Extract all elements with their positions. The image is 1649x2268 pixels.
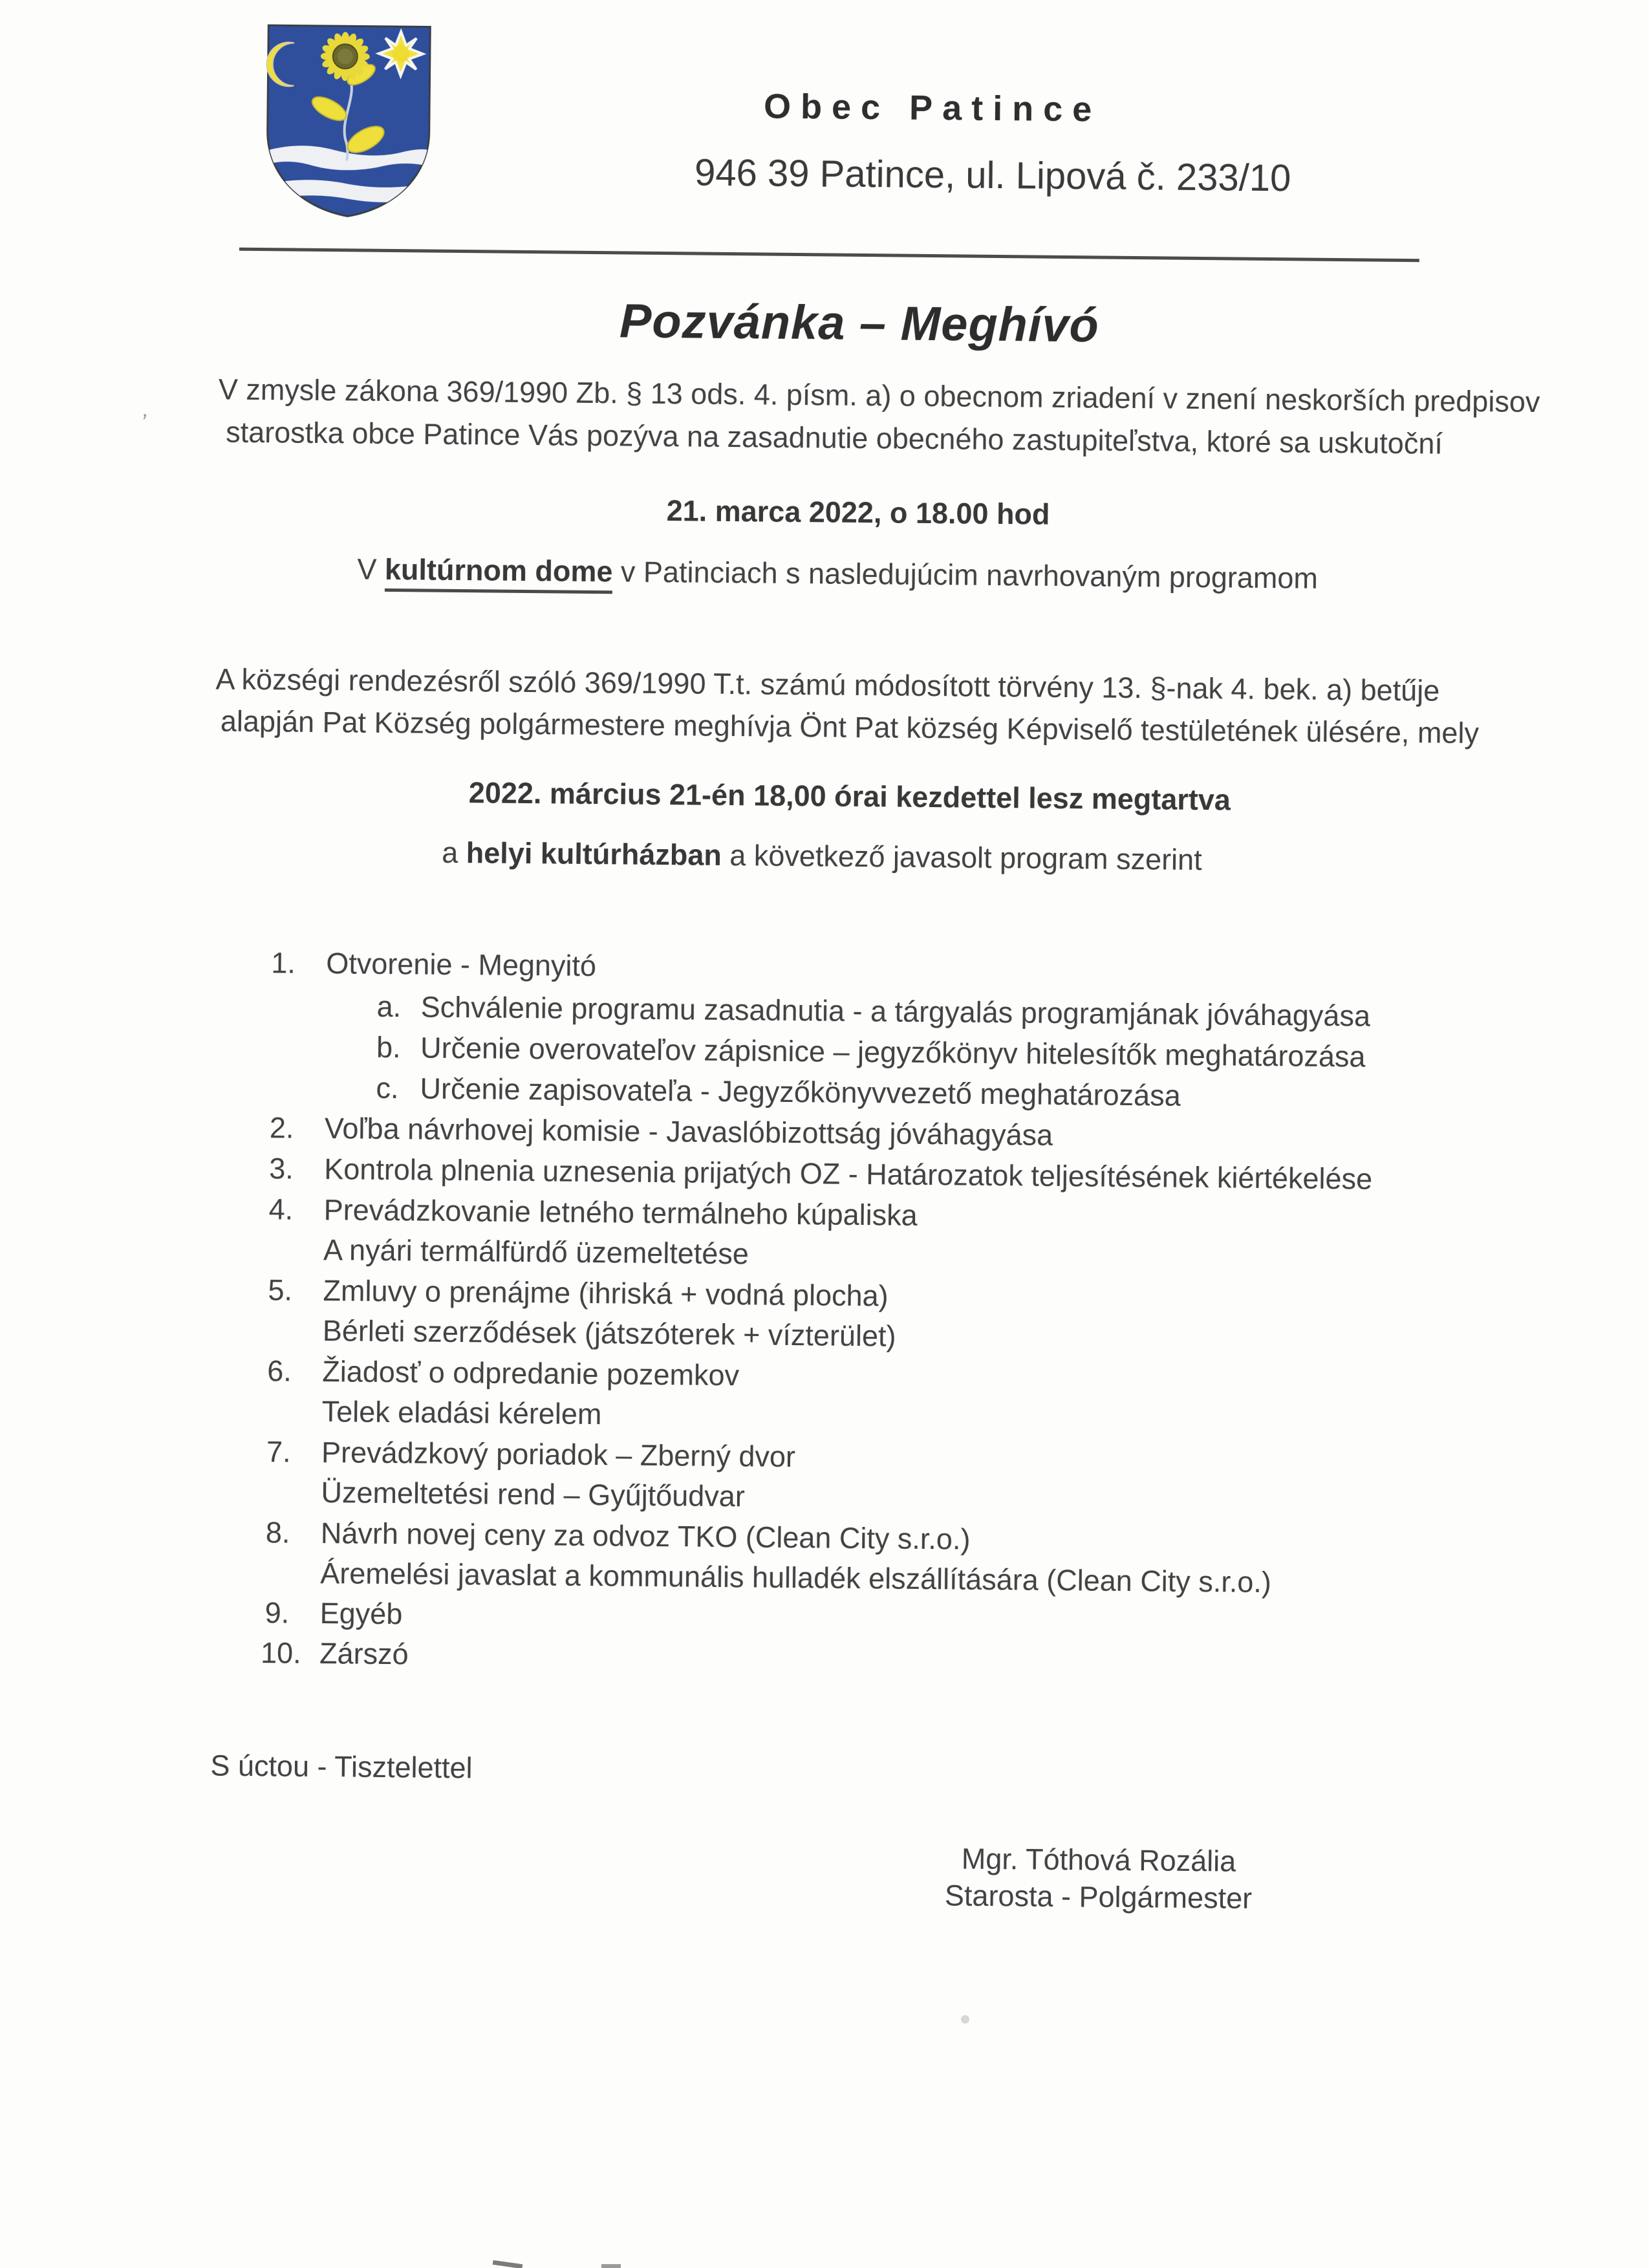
agenda-number: 6. bbox=[267, 1354, 292, 1388]
org-name: Obec Patince bbox=[763, 87, 1102, 129]
intro-hu-line2: alapján Pat Község polgármestere meghívja Önt Pat község Képviselő testületének ülésére, mely bbox=[220, 704, 1480, 750]
agenda-text: Otvorenie - Megnyitó bbox=[326, 947, 597, 983]
agenda-sub-text: Určenie zapisovateľa - Jegyzőkönyvvezető meghatározása bbox=[420, 1072, 1181, 1112]
venue-sk-prefix: V bbox=[357, 552, 385, 586]
meeting-date-hu: 2022. március 21-én 18,00 órai kezdettel lesz megtartva bbox=[468, 776, 1231, 817]
venue-sk-suffix: v Patinciach s nasledujúcim navrhovaným programom bbox=[612, 555, 1319, 595]
agenda-number: 7. bbox=[266, 1435, 291, 1469]
agenda-number: 2. bbox=[269, 1111, 294, 1145]
agenda-text-hu: A nyári termálfürdő üzemeltetése bbox=[323, 1233, 749, 1271]
agenda-number: 3. bbox=[269, 1152, 294, 1185]
agenda-number: 4. bbox=[268, 1193, 294, 1226]
agenda-text: Prevádzkovanie letného termálneho kúpaliska bbox=[323, 1193, 918, 1232]
agenda-text-hu: Áremelési javaslat a kommunális hulladék elszállítására (Clean City s.r.o.) bbox=[320, 1557, 1272, 1599]
agenda-text: Návrh novej ceny za odvoz TKO (Clean City s.r.o.) bbox=[320, 1517, 971, 1556]
org-address: 946 39 Patince, ul. Lipová č. 233/10 bbox=[694, 151, 1291, 200]
venue-line-sk bbox=[191, 551, 1484, 597]
agenda-sub-letter: a. bbox=[376, 989, 402, 1024]
agenda-number: 10. bbox=[260, 1636, 301, 1670]
intro-hu-line1: A községi rendezésről szóló 369/1990 T.t. számú módosított törvény 13. §-nak 4. bek. a) betűje bbox=[215, 662, 1440, 707]
agenda-text: Egyéb bbox=[319, 1597, 403, 1631]
agenda-sub-text: Schválenie programu zasadnutia - a tárgyalás programjának jóváhagyása bbox=[420, 990, 1371, 1033]
signature-name: Mgr. Tóthová Rozália bbox=[961, 1842, 1236, 1878]
document-title: Pozvánka – Meghívó bbox=[619, 294, 1100, 352]
sun-star-icon bbox=[379, 32, 424, 76]
venue-hu-suffix: a következő javasolt program szerint bbox=[721, 838, 1202, 877]
venue-hu-prefix: a bbox=[442, 836, 467, 870]
agenda-sub-letter: c. bbox=[376, 1071, 399, 1105]
agenda-text: Žiadosť o odpredanie pozemkov bbox=[322, 1355, 740, 1392]
header-divider bbox=[239, 248, 1419, 263]
agenda-text: Voľba návrhovej komisie - Javaslóbizottság jóváhagyása bbox=[324, 1112, 1053, 1152]
venue-hu-bold: helyi kultúrházban bbox=[466, 836, 722, 872]
agenda-text-hu: Bérleti szerződések (játszóterek + vízterület) bbox=[322, 1314, 896, 1353]
agenda-sub-text: Určenie overovateľov zápisnice – jegyzőkönyv hitelesítők meghatározása bbox=[420, 1031, 1366, 1074]
intro-sk-line1: V zmysle zákona 369/1990 Zb. § 13 ods. 4. písm. a) o obecnom zriadení v znení neskorších predpisov bbox=[218, 373, 1540, 419]
agenda-number: 5. bbox=[268, 1273, 293, 1307]
agenda-text: Zárszó bbox=[319, 1637, 409, 1671]
scan-artifact bbox=[961, 2015, 969, 2024]
agenda-number: 9. bbox=[264, 1596, 290, 1630]
scan-artifact bbox=[586, 1286, 591, 1291]
signature-role: Starosta - Polgármester bbox=[944, 1879, 1253, 1915]
intro-sk-line2: starostka obce Patince Vás pozýva na zasadnutie obecného zastupiteľstva, ktoré sa uskutoční bbox=[225, 415, 1443, 460]
agenda-text: Prevádzkový poriadok – Zberný dvor bbox=[321, 1436, 796, 1474]
venue-line-hu bbox=[175, 834, 1469, 880]
venue-sk-bold: kultúrnom dome bbox=[385, 553, 613, 594]
scan-artifact bbox=[601, 2264, 621, 2268]
agenda-text-hu: Telek eladási kérelem bbox=[321, 1395, 602, 1431]
agenda-text-hu: Üzemeltetési rend – Gyűjtőudvar bbox=[321, 1476, 746, 1513]
meeting-date-sk: 21. marca 2022, o 18.00 hod bbox=[666, 494, 1050, 531]
agenda-sub-letter: b. bbox=[376, 1030, 401, 1064]
patince-coat-of-arms bbox=[263, 22, 434, 222]
closing-salutation: S úctou - Tisztelettel bbox=[210, 1749, 473, 1785]
coat-of-arms-icon bbox=[263, 22, 434, 222]
agenda-number: 8. bbox=[265, 1516, 290, 1550]
scan-artifact: ’ bbox=[138, 408, 149, 436]
agenda-text: Kontrola plnenia uznesenia prijatých OZ - Határozatok teljesítésének kiértékelése bbox=[324, 1152, 1373, 1196]
agenda-text: Zmluvy o prenájme (ihriská + vodná plocha) bbox=[323, 1274, 889, 1313]
agenda-number: 1. bbox=[271, 946, 296, 980]
